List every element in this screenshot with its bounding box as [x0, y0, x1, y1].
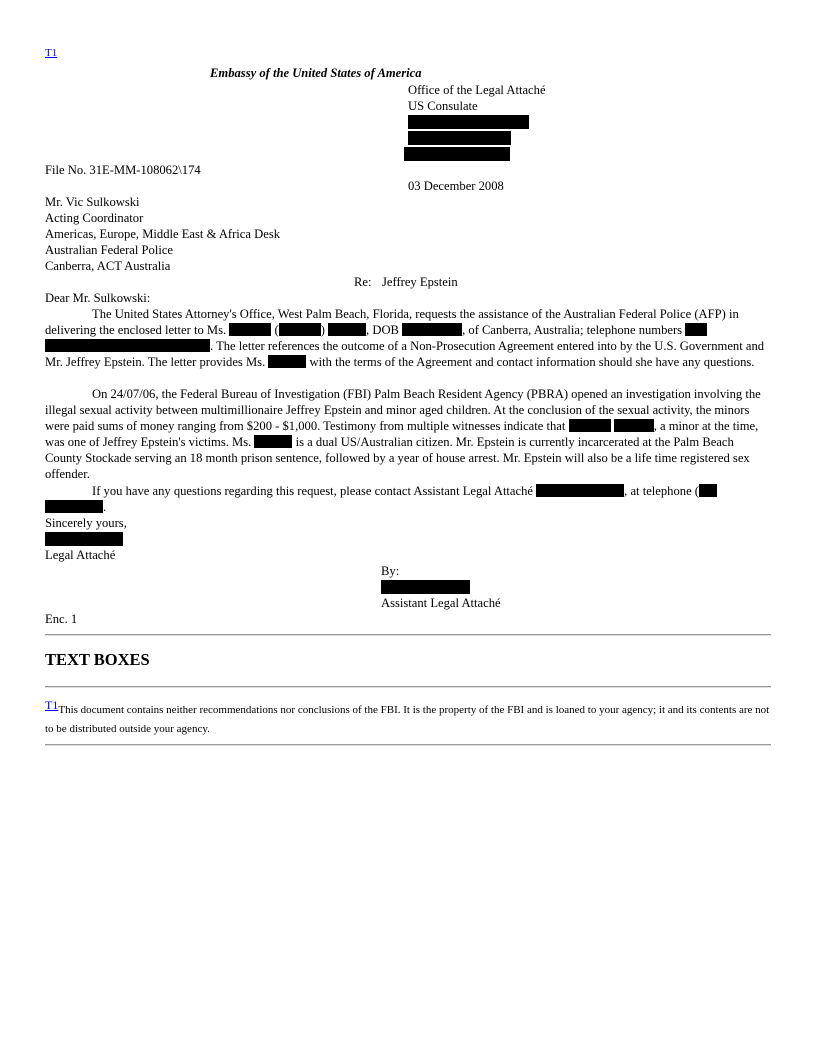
- signer-title: Legal Attaché: [45, 548, 116, 562]
- redaction-name: [229, 323, 271, 336]
- divider-3: [45, 744, 771, 746]
- redaction-surname: [328, 323, 366, 336]
- redaction-dob: [402, 323, 462, 336]
- assistant-title: Assistant Legal Attaché: [381, 596, 501, 610]
- redaction-address-3: [404, 147, 510, 161]
- office-line-1: Office of the Legal Attaché: [408, 83, 546, 97]
- addressee-desk: Americas, Europe, Middle East & Africa Desk: [45, 227, 281, 241]
- redaction-assistant-signature: [381, 580, 470, 594]
- paragraph-2: On 24/07/06, the Federal Bureau of Investigation (FBI) Palm Beach Resident Agency (PBRA) opened an investigation involving the illegal sexual activity between multimillionaire Jeffrey Epstein and minor aged children. At the conclusion of the sexual activity, the minors were paid sums of money ranging from $200 - $1,000. Testimony from multiple witnesses indicate that , a minor at the time, was one of Jeffrey Epstein's victims. Ms. is a dual US/Australian citizen. Mr. Epstein is currently incarcerated at the Palm Beach County Stockade serving an 18 month prison sentence, followed by a year of house arrest. Mr. Epstein will also be a life time registered sex offender.: [45, 387, 761, 481]
- paragraph-1: The United States Attorney's Office, West Palm Beach, Florida, requests the assistance of the Australian Federal Police (AFP) in delivering the enclosed letter to Ms. ( ) , DOB , of Canberra, Australia; telephone numbers . The letter references the outcome of a Non-Prosecution Agreement entered into by the U.S. Government and Mr. Jeffrey Epstein. The letter provides Ms. with the terms of the Agreement and contact information should she have any questions.: [45, 307, 765, 369]
- redaction-phone-1: [685, 323, 707, 336]
- text-box-t1: [45, 696, 771, 739]
- addressee-name: Mr. Vic Sulkowski: [45, 195, 140, 209]
- footnote-link-t1[interactable]: T1: [45, 47, 58, 59]
- redaction-signature: [45, 532, 123, 546]
- redaction-victim-surname: [614, 419, 654, 432]
- redaction-alias: [279, 323, 321, 336]
- divider-2: [45, 686, 771, 688]
- by-label: By:: [381, 564, 400, 578]
- addressee-title: Acting Coordinator: [45, 211, 144, 225]
- redaction-victim-name: [569, 419, 611, 432]
- re-subject: Jeffrey Epstein: [382, 275, 458, 289]
- letter-date: 03 December 2008: [408, 179, 504, 193]
- textbox-marker-link[interactable]: T1: [45, 698, 59, 712]
- textbox-text: This document contains neither recommendations nor conclusions of the FBI. It is the property of the FBI and is loaned to your agency; it and its contents are not to be distributed outside your agency.: [45, 704, 770, 735]
- text-boxes-heading: TEXT BOXES: [45, 650, 150, 669]
- redaction-address-2: [408, 131, 511, 145]
- re-label: Re:: [354, 275, 372, 289]
- office-line-2: US Consulate: [408, 99, 478, 113]
- file-number: File No. 31E-MM-108062\174: [45, 163, 201, 177]
- embassy-title: Embassy of the United States of America: [210, 66, 422, 80]
- paragraph-3: If you have any questions regarding this request, please contact Assistant Legal Attaché , at telephone ( .: [45, 483, 771, 515]
- addressee-city: Canberra, ACT Australia: [45, 259, 171, 273]
- redaction-address-1: [408, 115, 529, 129]
- addressee-org: Australian Federal Police: [45, 243, 173, 257]
- divider-1: [45, 634, 771, 636]
- enclosure: Enc. 1: [45, 612, 78, 626]
- redaction-name-2: [268, 355, 306, 368]
- redaction-telephone: [45, 500, 103, 513]
- redaction-victim-name-2: [254, 435, 292, 448]
- redaction-phone-2: [45, 339, 210, 352]
- redaction-area-code: [699, 484, 717, 497]
- closing: Sincerely yours,: [45, 516, 127, 530]
- salutation: Dear Mr. Sulkowski:: [45, 291, 151, 305]
- redaction-attache-name: [536, 484, 624, 497]
